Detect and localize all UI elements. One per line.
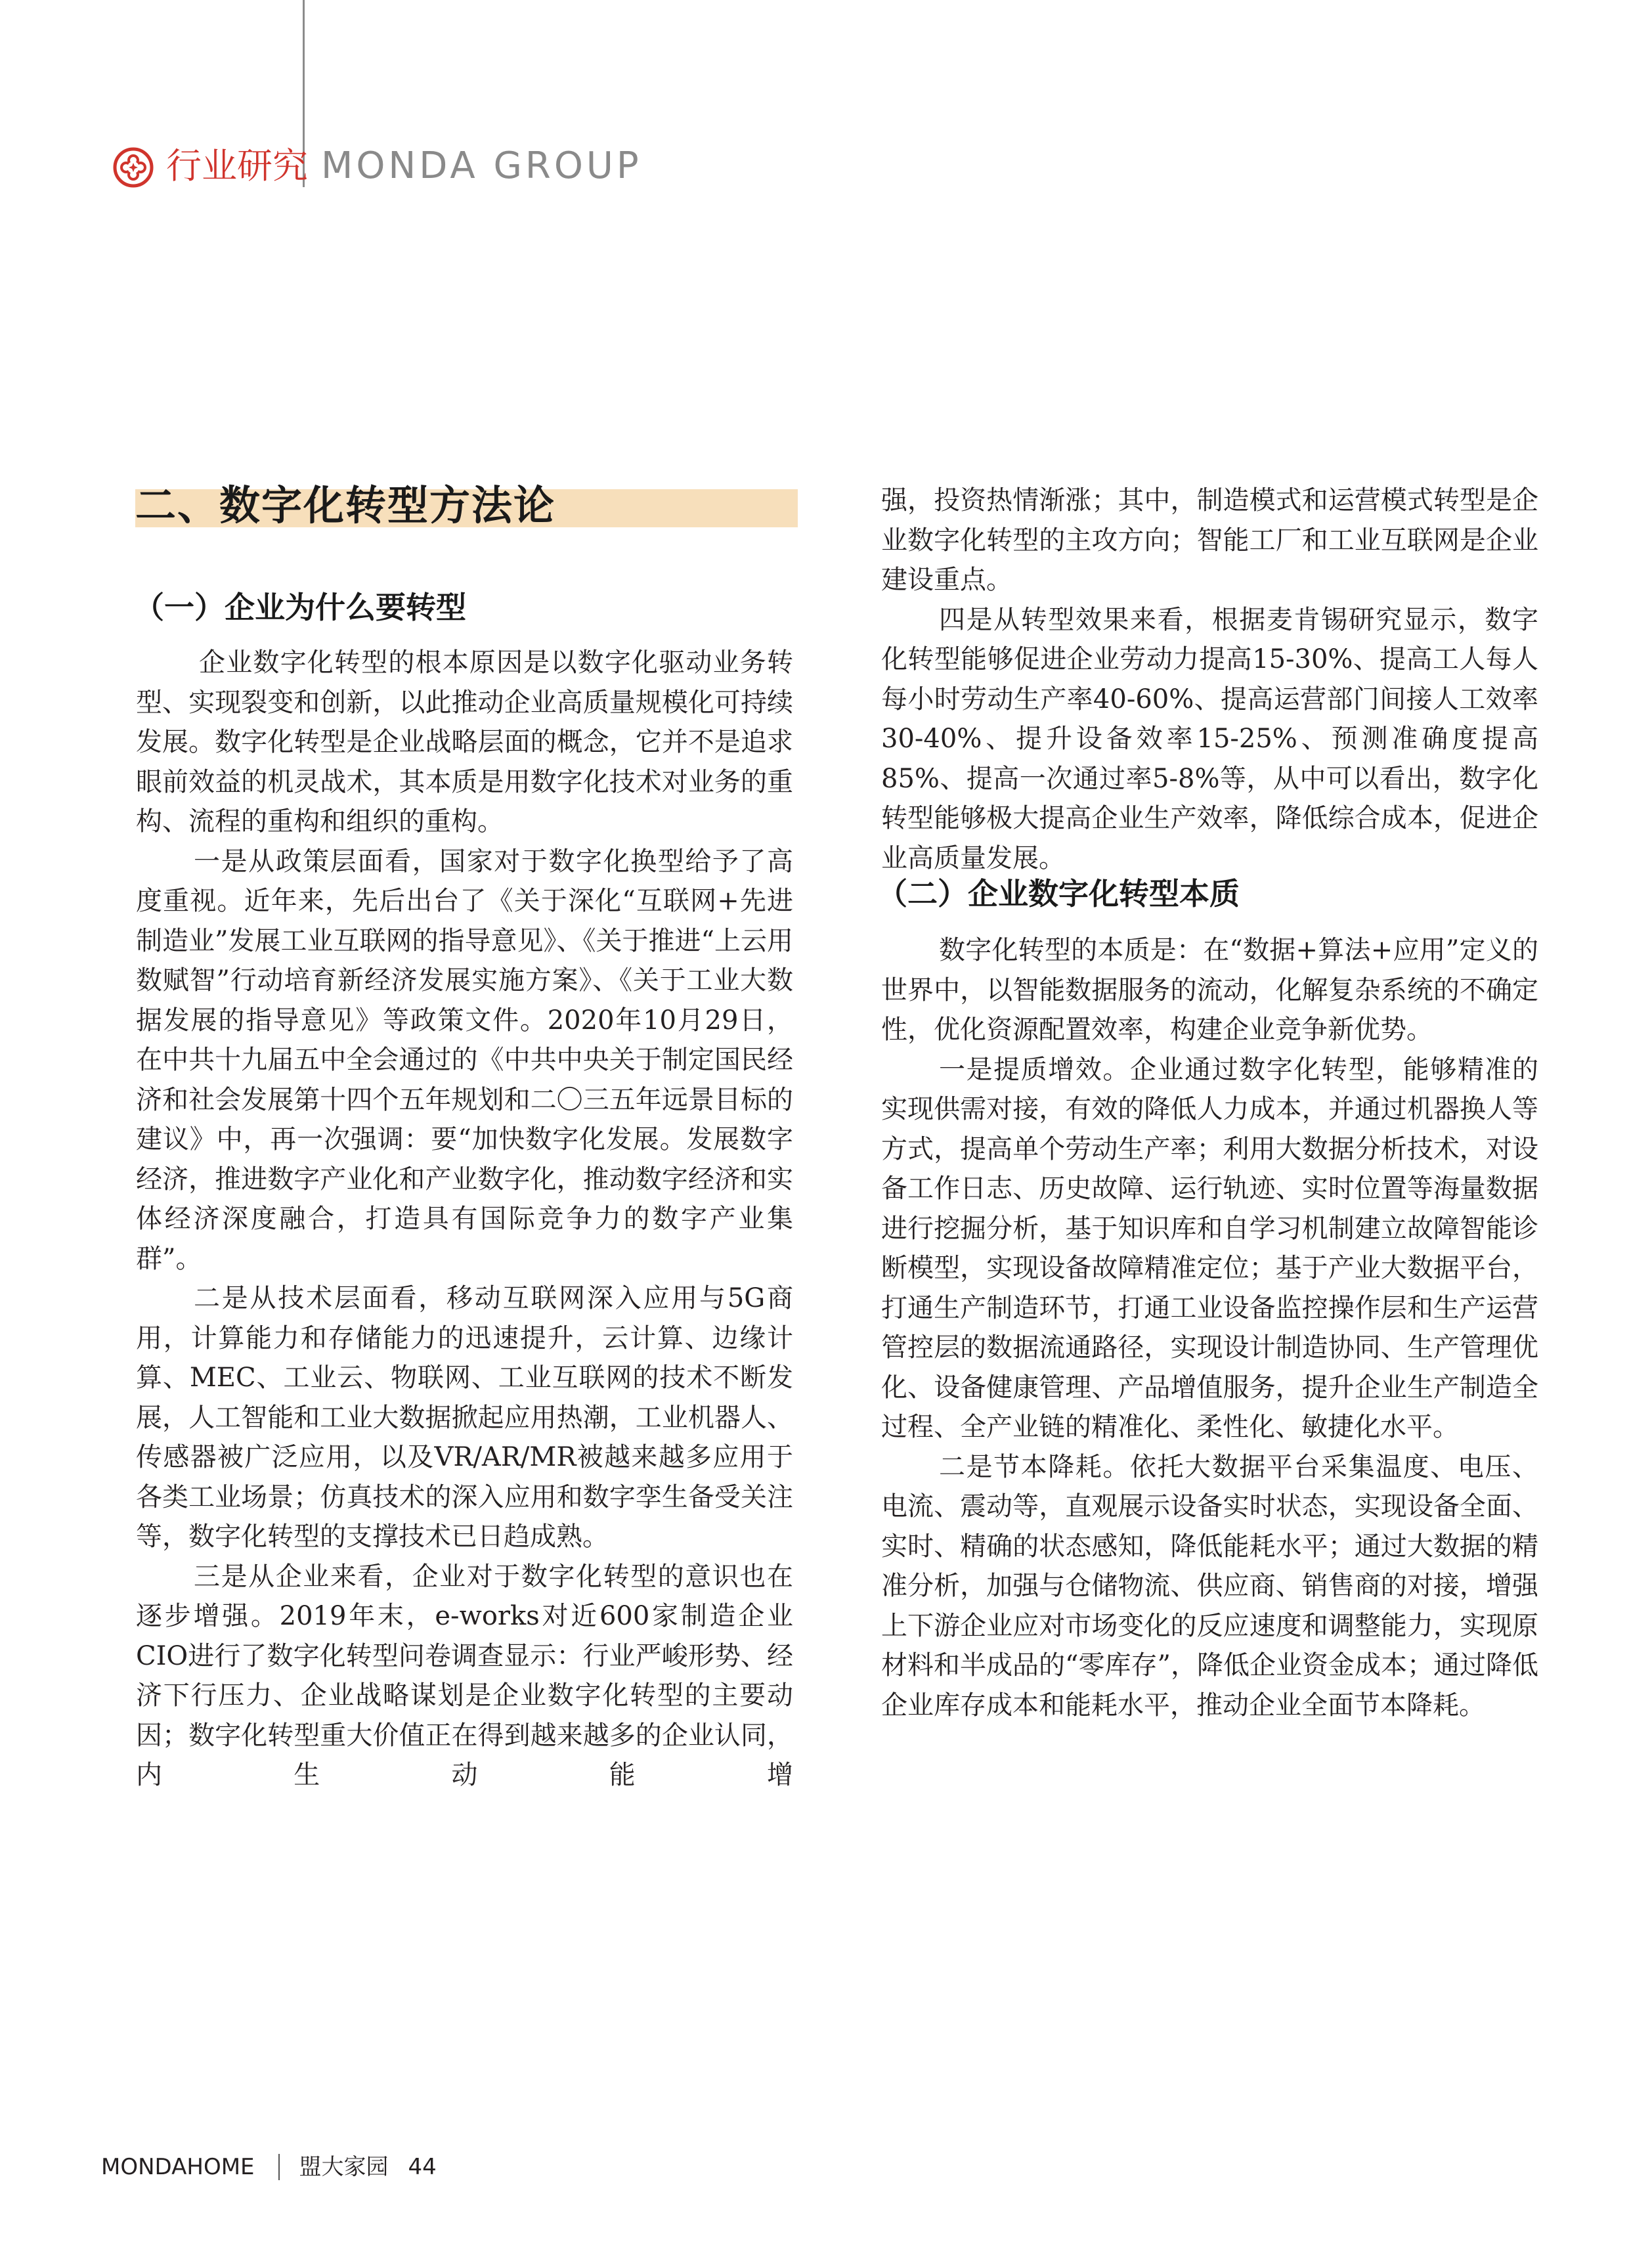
paragraph: 一是提质增效。企业通过数字化转型，能够精准的实现供需对接，有效的降低人力成本，并通过机器换人等方式，提高单个劳动生产率；利用大数据分析技术，对设备工作日志、历史故障、运行轨迹、实时位置等海量数据进行挖掘分析，基于知识库和自学习机制建立故障智能诊断模型，实现设备故障精准定位；基于产业大数据平台，打通生产制造环节，打通工业设备监控操作层和生产运营管控层的数据流通路径，实现设计制造协同、生产管理优化、设备健康管理、产品增值服务，提升企业生产制造全过程、全产业链的精准化、柔性化、敏捷化水平。 <box>881 1054 1538 1442</box>
paragraph: 一是从政策层面看，国家对于数字化换型给予了高度重视。近年来，先后出台了《关于深化“互联网+先进制造业”发展工业互联网的指导意见》、《关于推进“上云用数赋智”行动培育新经济发展实施方案》、《关于工业大数据发展的指导意见》等政策文件。2020年10月29日，在中共十九届五中全会通过的《中共中央关于制定国民经济和社会发展第十四个五年规划和二〇三五年远景目标的建议》中，再一次强调：要“加快数字化发展。发展数字经济，推进数字产业化和产业数字化，推动数字经济和实体经济深度融合，打造具有国际竞争力的数字产业集群”。 <box>136 846 793 1274</box>
paragraph: 三是从企业来看，企业对于数字化转型的意识也在逐步增强。2019年末，e-works对近600家制造企业CIO进行了数字化转型问卷调查显示：行业严峻形势、经济下行压力、企业战略谋划是企业数字化转型的主要动因；数字化转型重大价值正在得到越来越多的企业认同，内生动能增 <box>136 1561 793 1790</box>
right-subheading: （二）企业数字化转型本质 <box>877 876 1240 911</box>
brand-name: MONDA GROUP <box>321 144 642 187</box>
paragraph: 企业数字化转型的根本原因是以数字化驱动业务转型、实现裂变和创新，以此推动企业高质量规模化可持续发展。数字化转型是企业战略层面的概念，它并不是追求眼前效益的机灵战术，其本质是用数字化技术对业务的重构、流程的重构和组织的重构。 <box>136 647 793 837</box>
paragraph: 数字化转型的本质是：在“数据+算法+应用”定义的世界中，以智能数据服务的流动，化解复杂系统的不确定性，优化资源配置效率，构建企业竞争新优势。 <box>881 935 1538 1045</box>
paragraph: 强，投资热情渐涨；其中，制造模式和运营模式转型是企业数字化转型的主攻方向；智能工厂和工业互联网是企业建设重点。 <box>881 485 1538 595</box>
left-column <box>136 643 793 1795</box>
magazine-title: 盟大家园 <box>299 2154 389 2180</box>
paragraph: 二是节本降耗。依托大数据平台采集温度、电压、电流、震动等，直观展示设备实时状态，实现设备全面、实时、精确的状态感知，降低能耗水平；通过大数据的精准分析，加强与仓储物流、供应商、销售商的对接，增强上下游企业应对市场变化的反应速度和调整能力，实现原材料和半成品的“零库存”，降低企业资金成本；通过降低企业库存成本和能耗水平，推动企业全面节本降耗。 <box>881 1451 1538 1720</box>
paragraph: 四是从转型效果来看，根据麦肯锡研究显示，数字化转型能够促进企业劳动力提高15-30%、提高工人每人每小时劳动生产率40-60%、提高运营部门间接人工效率30-40%、提升设备效率15-25%、预测准确度提高85%、提高一次通过率5-8%等，从中可以看出，数字化转型能够极大提高企业生产效率，降低综合成本，促进企业高质量发展。 <box>881 604 1538 873</box>
page-number: 44 <box>408 2154 437 2180</box>
publication-name: MONDAHOME <box>101 2154 255 2180</box>
paragraph: 二是从技术层面看，移动互联网深入应用与5G商用，计算能力和存储能力的迅速提升，云计算、边缘计算、MEC、工业云、物联网、工业互联网的技术不断发展，人工智能和工业大数据掀起应用热潮，工业机器人、传感器被广泛应用，以及VR/AR/MR被越来越多应用于各类工业场景；仿真技术的深入应用和数字孪生备受关注等，数字化转型的支撑技术已日趋成熟。 <box>136 1283 793 1552</box>
left-subheading: （一）企业为什么要转型 <box>134 590 466 625</box>
right-column-bottom <box>881 931 1538 1725</box>
flower-seal-icon <box>113 147 154 188</box>
section-category: 行业研究 <box>166 145 308 186</box>
right-column-top <box>881 481 1538 878</box>
page-footer <box>101 2154 437 2180</box>
section-title: 二、数字化转型方法论 <box>135 481 556 529</box>
footer-divider <box>278 2154 280 2180</box>
